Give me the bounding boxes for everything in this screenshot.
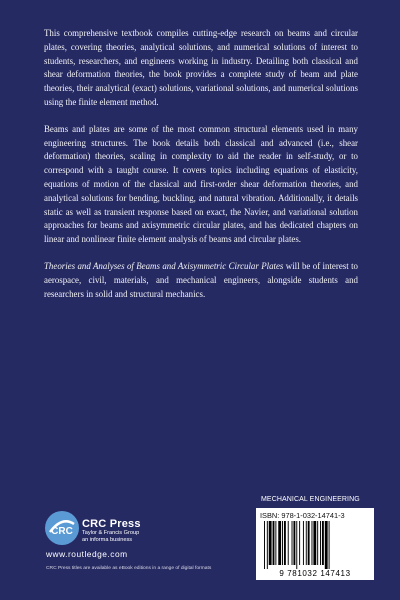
crc-logo-icon: [44, 510, 80, 546]
publisher-name: CRC Press: [82, 518, 141, 530]
crc-press-logo: [44, 510, 80, 551]
blurb: [44, 27, 358, 314]
crc-logo-text: CRC: [51, 526, 73, 537]
blurb-paragraph-3: [44, 260, 358, 301]
publisher-block: [82, 518, 141, 544]
subject-category: MECHANICAL ENGINEERING: [261, 496, 360, 503]
isbn-barcode-panel: [256, 508, 374, 580]
book-title-italic: Theories and Analyses of Beams and Axisymmetric Circular Plates: [44, 260, 284, 271]
barcode-icon: [264, 521, 366, 569]
blurb-paragraph-1: This comprehensive textbook compiles cutting-edge research on beams and circular plates, covering theories, analytical solutions, and numerical solutions of interest to students, researchers, and engineers working in industry. Detailing both classical and shear deformation theories, the book provides a complete study of beam and plate theories, their analytical (exact) solutions, variational solutions, and numerical solutions using the finite element method.: [44, 28, 358, 107]
blurb-paragraph-2: Beams and plates are some of the most common structural elements used in many engineering structures. The book details both classical and advanced (i.e., shear deformation) theories, scaling in complexity to aid the reader in self-study, or to correspond with a taught course. It covers topics including equations of elasticity, equations of motion of the classical and first-order shear deformation theories, and analytical solutions for bending, buckling, and natural vibration. Additionally, it details static as well as transient response based on exact, the Navier, and variational solution approaches for beams and axisymmetric circular plates, and has dedicated chapters on linear and nonlinear finite element analysis of beams and circular plates.: [44, 123, 358, 245]
blurb-paragraph-3-rest: will be of interest to aerospace, civil, materials, and mechanical engineers, alongside students and researchers in solid and structural mechanics.: [44, 260, 358, 299]
publisher-website: www.routledge.com: [46, 549, 128, 559]
isbn-label: ISBN: 978-1-032-14741-3: [260, 511, 345, 520]
publisher-tagline: an informa business: [82, 537, 133, 543]
ebook-note: CRC Press titles are available as eBook editions in a range of digital formats: [46, 566, 212, 571]
publisher-group: Taylor & Francis Group: [82, 530, 140, 536]
barcode-digits: 9 781032 147413: [279, 569, 351, 578]
